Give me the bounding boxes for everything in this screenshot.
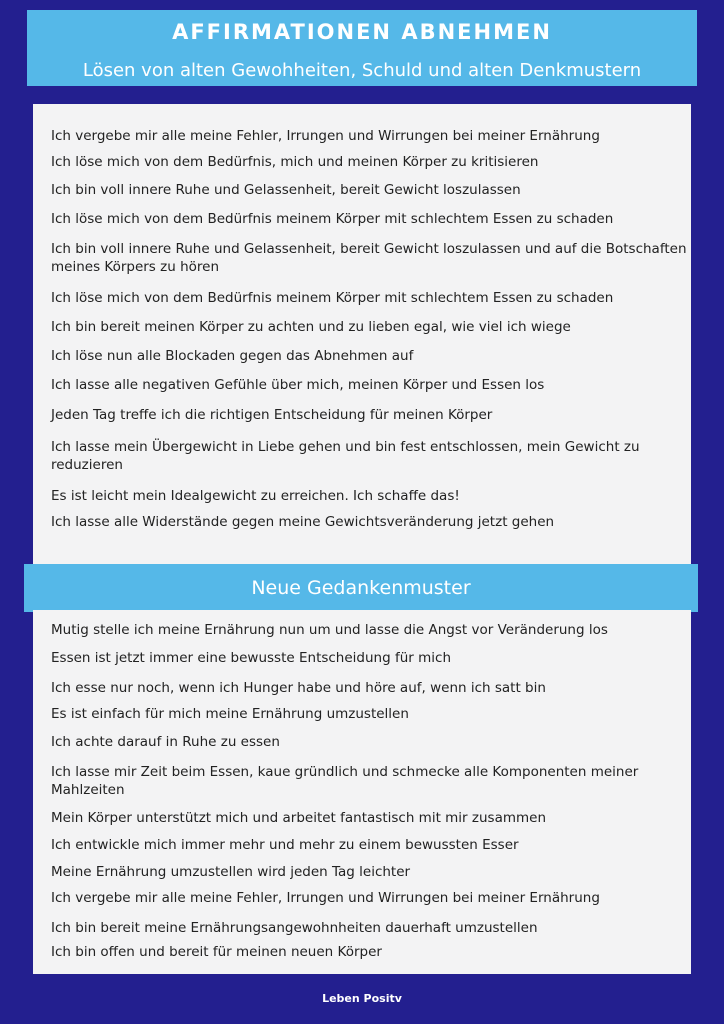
list-item: Ich vergebe mir alle meine Fehler, Irrungen und Wirrungen bei meiner Ernährung bbox=[51, 128, 600, 144]
list-item: Ich esse nur noch, wenn ich Hunger habe und höre auf, wenn ich satt bin bbox=[51, 680, 546, 696]
list-item: Ich bin offen und bereit für meinen neuen Körper bbox=[51, 944, 382, 960]
list-item: Ich löse mich von dem Bedürfnis, mich und meinen Körper zu kritisieren bbox=[51, 154, 539, 170]
list-item: Jeden Tag treffe ich die richtigen Entscheidung für meinen Körper bbox=[51, 407, 493, 423]
list-item: Ich lasse mir Zeit beim Essen, kaue gründlich und schmecke alle Komponenten meiner Mahlzeiten bbox=[51, 764, 639, 798]
footer-brand: Leben Positv bbox=[322, 992, 402, 1005]
list-item: Es ist leicht mein Idealgewicht zu erreichen. Ich schaffe das! bbox=[51, 488, 460, 504]
list-item: Ich lasse alle Widerstände gegen meine Gewichtsveränderung jetzt gehen bbox=[51, 514, 555, 530]
list-item: Ich achte darauf in Ruhe zu essen bbox=[51, 734, 280, 750]
page-title: AFFIRMATIONEN ABNEHMEN bbox=[172, 20, 552, 44]
list-item: Ich bin bereit meine Ernährungsangewohnheiten dauerhaft umzustellen bbox=[51, 920, 538, 936]
list-item: Ich bin bereit meinen Körper zu achten und zu lieben egal, wie viel ich wiege bbox=[51, 319, 571, 335]
list-item: Mutig stelle ich meine Ernährung nun um und lasse die Angst vor Veränderung los bbox=[51, 622, 608, 638]
list-item: Ich löse mich von dem Bedürfnis meinem Körper mit schlechtem Essen zu schaden bbox=[51, 290, 614, 306]
list-item: Ich lasse mein Übergewicht in Liebe gehen und bin fest entschlossen, mein Gewicht zu reduzieren bbox=[51, 439, 640, 473]
list-item: Ich bin voll innere Ruhe und Gelassenheit, bereit Gewicht loszulassen bbox=[51, 182, 521, 198]
page-subtitle: Lösen von alten Gewohheiten, Schuld und alten Denkmustern bbox=[82, 60, 642, 81]
list-item: Essen ist jetzt immer eine bewusste Entscheidung für mich bbox=[51, 650, 451, 666]
list-item: Ich lasse alle negativen Gefühle über mich, meinen Körper und Essen los bbox=[51, 377, 545, 393]
list-item: Ich entwickle mich immer mehr und mehr zu einem bewussten Esser bbox=[51, 837, 519, 853]
list-item: Meine Ernährung umzustellen wird jeden Tag leichter bbox=[51, 864, 411, 880]
list-item: Ich löse mich von dem Bedürfnis meinem Körper mit schlechtem Essen zu schaden bbox=[51, 211, 614, 227]
list-item: Mein Körper unterstützt mich und arbeitet fantastisch mit mir zusammen bbox=[51, 810, 547, 826]
list-item: Es ist einfach für mich meine Ernährung umzustellen bbox=[51, 706, 409, 722]
list-item: Ich löse nun alle Blockaden gegen das Abnehmen auf bbox=[51, 348, 414, 364]
list-item: Ich bin voll innere Ruhe und Gelassenheit, bereit Gewicht loszulassen und auf die Botschaften meines Körpers zu hören bbox=[51, 241, 687, 275]
list-item: Ich vergebe mir alle meine Fehler, Irrungen und Wirrungen bei meiner Ernährung bbox=[51, 890, 600, 906]
section-heading: Neue Gedankenmuster bbox=[24, 564, 698, 612]
header-banner bbox=[27, 10, 697, 86]
